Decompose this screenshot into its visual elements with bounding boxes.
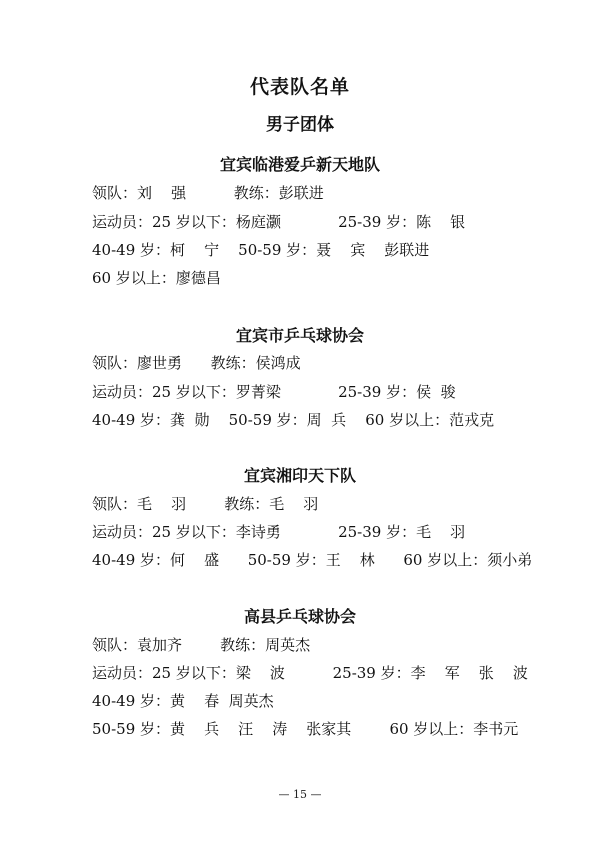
page-subtitle: 男子团体 [266,115,334,135]
team-name-1: 宜宾临港爱乒新天地队 [219,155,380,174]
team-name-3: 宜宾湘印天下队 [243,466,356,485]
team-3-line-3: 40-49 岁：何 盛 50-59 岁：王 林 60 岁以上：须小弟 [92,551,533,569]
team-4-line-1: 领队：袁加齐 教练：周英杰 [92,636,311,654]
team-2-line-3: 40-49 岁：龚 勋 50-59 岁：周 兵 60 岁以上：范戎克 [92,411,495,429]
team-name-2: 宜宾市乒乓球协会 [235,326,364,345]
team-4-line-3: 40-49 岁：黄 春 周英杰 [92,692,274,710]
team-3-line-1: 领队：毛 羽 教练：毛 羽 [92,495,319,513]
team-1-line-4: 60 岁以上：廖德昌 [92,269,221,287]
team-2-line-1: 领队：廖世勇 教练：侯鸿成 [92,354,301,372]
team-4-line-4: 50-59 岁：黄 兵 汪 涛 张家其 60 岁以上：李书元 [92,720,519,738]
team-2-line-2: 运动员：25 岁以下：罗菁梁 25-39 岁：侯 骏 [92,383,456,401]
team-name-4: 高县乒乓球协会 [243,607,356,626]
team-1-line-1: 领队：刘 强 教练：彭联进 [92,184,324,202]
team-1-line-2: 运动员：25 岁以下：杨庭灏 25-39 岁：陈 银 [92,213,466,231]
page-number: — 15 — [278,788,322,801]
team-1-line-3: 40-49 岁：柯 宁 50-59 岁：聂 宾 彭联进 [92,241,430,259]
team-4-line-2: 运动员：25 岁以下：梁 波 25-39 岁：李 军 张 波 [92,664,528,682]
page-title: 代表队名单 [249,76,350,98]
team-3-line-2: 运动员：25 岁以下：李诗勇 25-39 岁：毛 羽 [92,523,466,541]
